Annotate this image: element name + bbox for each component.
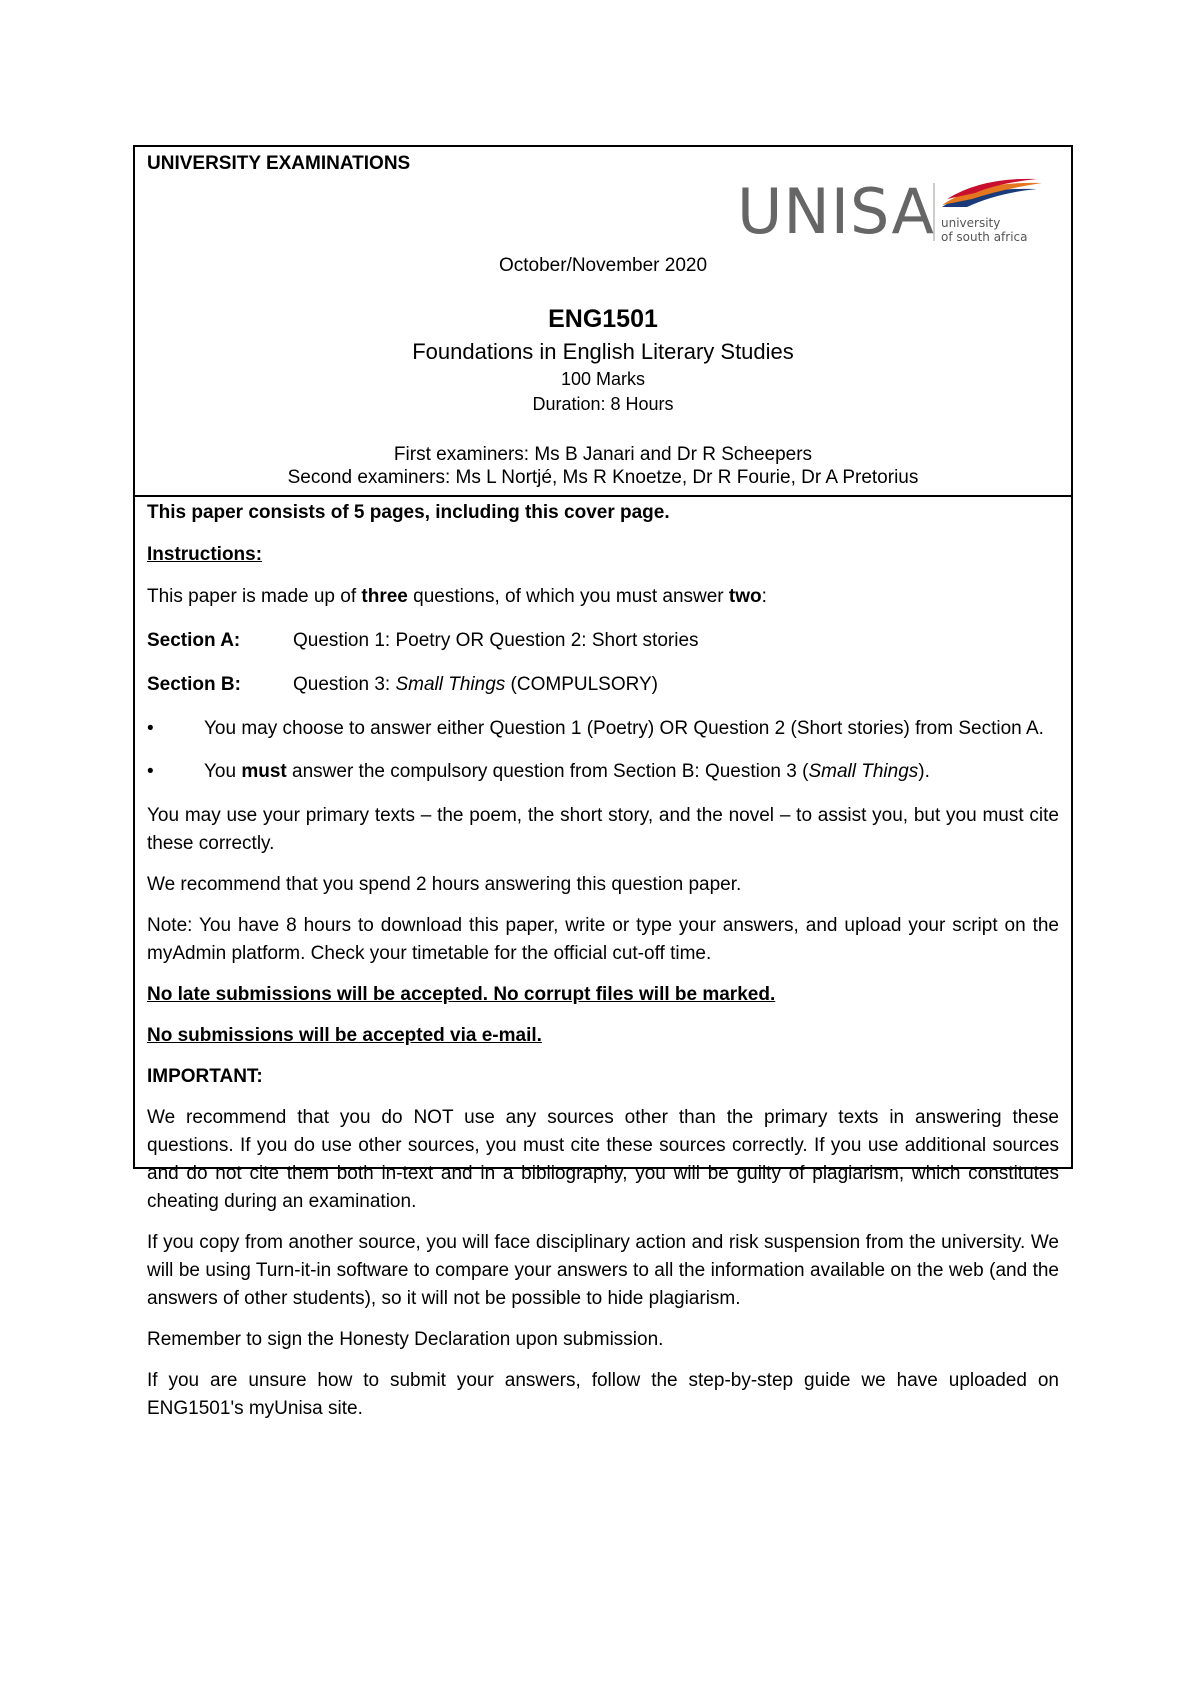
sources-paragraph: We recommend that you do NOT use any sources other than the primary texts in answering these questions. If you do use other sources, you must cite these sources correctly. If you use additional sources and do not cite them both in-text and in a bibliography, you will be guilty of plagiarism, which constitutes cheating during an examination. (147, 1107, 1059, 1212)
section-a-row (147, 627, 1059, 655)
course-title: Foundations in English Literary Studies (412, 339, 794, 364)
bullet-text-2: You must answer the compulsory question from Section B: Question 3 (Small Things). (204, 761, 930, 782)
cover-header (135, 147, 1071, 497)
first-examiners: First examiners: Ms B Janari and Dr R Scheepers (393, 444, 813, 465)
intro-paragraph: This paper is made up of three questions, of which you must answer two: (147, 586, 767, 607)
second-examiners: Second examiners: Ms L Nortjé, Ms R Knoetze, Dr R Fourie, Dr A Pretorius (287, 467, 919, 488)
bullet-icon: • (147, 761, 154, 782)
section-b-row (147, 671, 1059, 699)
logo-wordmark: UNISA (737, 177, 935, 247)
honesty-paragraph: Remember to sign the Honesty Declaration upon submission. (147, 1329, 664, 1350)
late-submission-warning: No late submissions will be accepted. No corrupt files will be marked. (147, 984, 776, 1005)
instructions-heading: Instructions: (147, 544, 263, 565)
exam-cover-frame (133, 145, 1073, 1419)
pages-note: This paper consists of 5 pages, including this cover page. (147, 502, 670, 523)
email-submission-warning: No submissions will be accepted via e-mail. (147, 1025, 542, 1046)
logo-sub2: of south africa (941, 230, 1028, 244)
bullet-icon: • (147, 718, 154, 739)
exam-session: October/November 2020 (498, 255, 708, 276)
section-b-text: Question 3: Small Things (COMPULSORY) (293, 674, 659, 695)
important-heading: IMPORTANT: (147, 1066, 263, 1087)
bullet-item (147, 758, 1059, 786)
guide-paragraph: If you are unsure how to submit your answers, follow the step-by-step guide we have uploaded on ENG1501's myUnisa site. (147, 1370, 1059, 1419)
total-marks: 100 Marks (560, 369, 646, 389)
duration: Duration: 8 Hours (532, 394, 674, 414)
bullet-text-1: You may choose to answer either Question 1 (Poetry) OR Question 2 (Short stories) from Section A. (204, 718, 1044, 739)
unisa-logo (737, 177, 1062, 247)
section-b-label: Section B: (147, 674, 241, 695)
university-examinations-title: UNIVERSITY EXAMINATIONS (147, 153, 411, 174)
instructions-body (147, 499, 1059, 1423)
section-a-text: Question 1: Poetry OR Question 2: Short stories (293, 630, 699, 651)
note-paragraph: Note: You have 8 hours to download this paper, write or type your answers, and upload your script on the myAdmin platform. Check your timetable for the official cut-off time. (147, 915, 1059, 964)
plagiarism-paragraph: If you copy from another source, you will face disciplinary action and risk suspension from the university. We will be using Turn-it-in software to compare your answers to all the information available on the web (and the answers of other students), so it will not be possible to hide plagiarism. (147, 1232, 1059, 1309)
course-code: ENG1501 (548, 305, 658, 333)
recommend-paragraph: We recommend that you spend 2 hours answering this question paper. (147, 874, 742, 895)
section-a-label: Section A: (147, 630, 241, 651)
primary-texts-paragraph: You may use your primary texts – the poem, the short story, and the novel – to assist you, but you must cite these correctly. (147, 805, 1059, 854)
logo-sub1: university (941, 216, 1001, 230)
bullet-item (147, 715, 1059, 743)
